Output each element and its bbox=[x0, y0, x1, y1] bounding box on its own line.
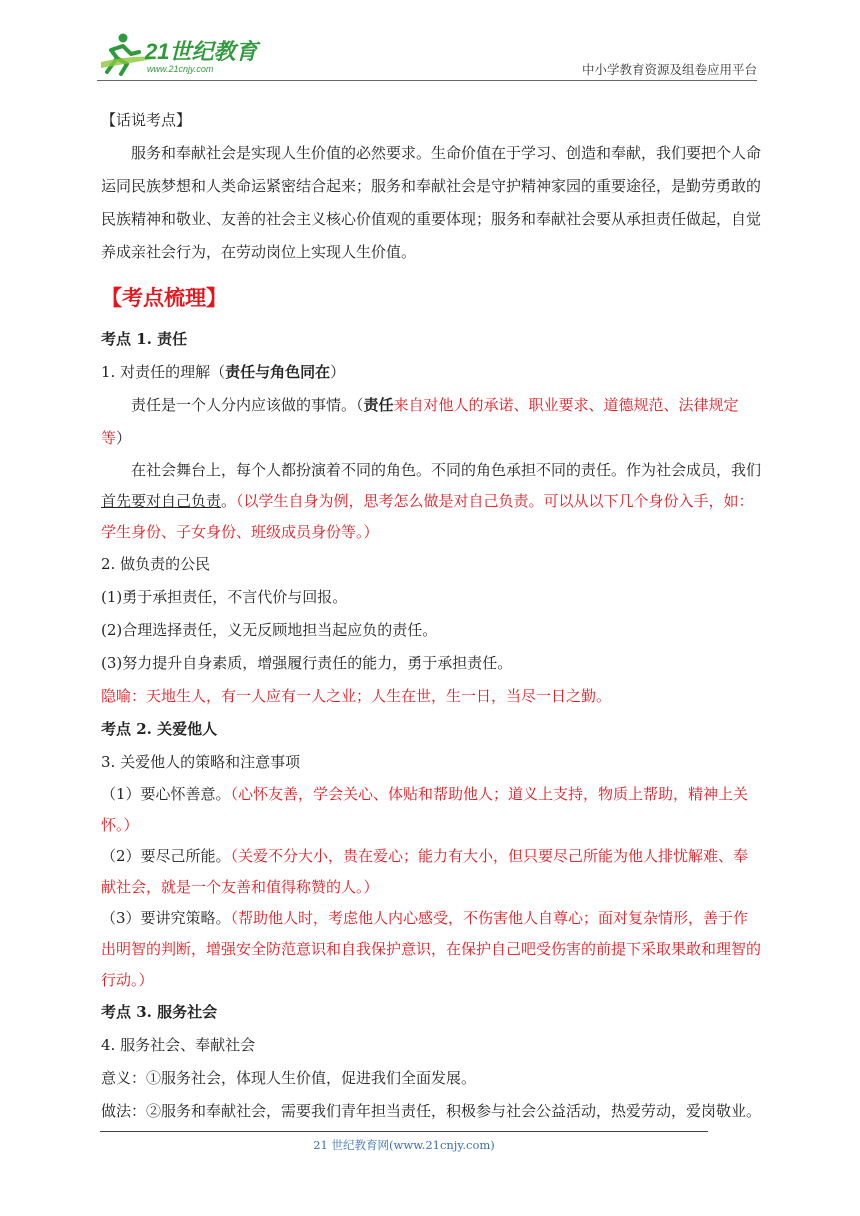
item-4-title: 4. 服务社会、奉献社会 bbox=[101, 1036, 256, 1054]
footer-divider bbox=[100, 1131, 708, 1132]
list-item: (1)勇于承担责任，不言代价与回报。 bbox=[101, 588, 348, 606]
metaphor-line: 隐喻：天地生人，有一人应有一人之业；人生在世，生一日，当尽一日之勤。 bbox=[101, 687, 612, 705]
header-divider bbox=[97, 80, 757, 81]
section-title: 【考点梳理】 bbox=[101, 285, 227, 310]
platform-name: 中小学教育资源及组卷应用平台 bbox=[581, 62, 757, 77]
page-header bbox=[97, 32, 757, 80]
list-item: (3)努力提升自身素质，增强履行责任的能力，勇于承担责任。 bbox=[101, 654, 513, 672]
item-1-title: 1. 对责任的理解（责任与角色同在） bbox=[101, 363, 346, 381]
strategy-point: （2）要尽己所能。（关爱不分大小，贵在爱心；能力有大小，但只要尽己所能为他人排忧解难、奉献社会，就是一个友善和值得称赞的人。） bbox=[101, 847, 749, 896]
svg-text:www.21cnjy.com: www.21cnjy.com bbox=[147, 64, 214, 74]
strategy-point: （3）要讲究策略。（帮助他人时，考虑他人内心感受，不伤害他人自尊心；面对复杂情形，善于作出明智的判断，增强安全防范意识和自我保护意识，在保护自己吧受伤害的前提下采取果敢和理智的行动。） bbox=[101, 909, 762, 989]
item-3-title: 3. 关爱他人的策略和注意事项 bbox=[101, 753, 301, 771]
responsibility-definition: 责任是一个人分内应该做的事情。（责任来自对他人的承诺、职业要求、道德规范、法律规定等） bbox=[101, 396, 739, 447]
topic-2-heading: 考点 2. 关爱他人 bbox=[101, 720, 218, 738]
site-logo bbox=[97, 32, 267, 76]
intro-paragraph: 服务和奉献社会是实现人生价值的必然要求。生命价值在于学习、创造和奉献，我们要把个人命运同民族梦想和人类命运紧密结合起来；服务和奉献社会是守护精神家园的重要途径，是勤劳勇敢的民族精神和敬业、友善的社会主义核心价值观的重要体现；服务和奉献社会要从承担责任做起，自觉养成亲社会行为，在劳动岗位上实现人生价值。 bbox=[101, 144, 762, 261]
svg-text:21世纪教育: 21世纪教育 bbox=[145, 39, 258, 64]
topic-3-heading: 考点 3. 服务社会 bbox=[101, 1003, 218, 1021]
strategy-point: （1）要心怀善意。（心怀友善，学会关心、体贴和帮助他人；道义上支持，物质上帮助，精神上关怀。） bbox=[101, 785, 749, 834]
topic-1-heading: 考点 1. 责任 bbox=[101, 330, 188, 348]
roles-paragraph: 在社会舞台上，每个人都扮演着不同的角色。不同的角色承担不同的责任。作为社会成员，我们首先要对自己负责。（以学生自身为例，思考怎么做是对自己负责。可以从以下几个身份入手，如：学生身份、子女身份、班级成员身份等。） bbox=[101, 461, 762, 541]
list-item: (2)合理选择责任，义无反顾地担当起应负的责任。 bbox=[101, 621, 438, 639]
item-2-title: 2. 做负责的公民 bbox=[101, 555, 211, 573]
meaning-line: 意义：①服务社会，体现人生价值，促进我们全面发展。 bbox=[101, 1069, 477, 1087]
method-line: 做法：②服务和奉献社会，需要我们青年担当责任，积极参与社会公益活动，热爱劳动，爱岗敬业。 bbox=[101, 1102, 762, 1120]
page-footer: 21 世纪教育网(www.21cnjy.com) bbox=[313, 1138, 495, 1152]
document-body bbox=[101, 104, 761, 1128]
intro-label: 【话说考点】 bbox=[101, 111, 192, 129]
